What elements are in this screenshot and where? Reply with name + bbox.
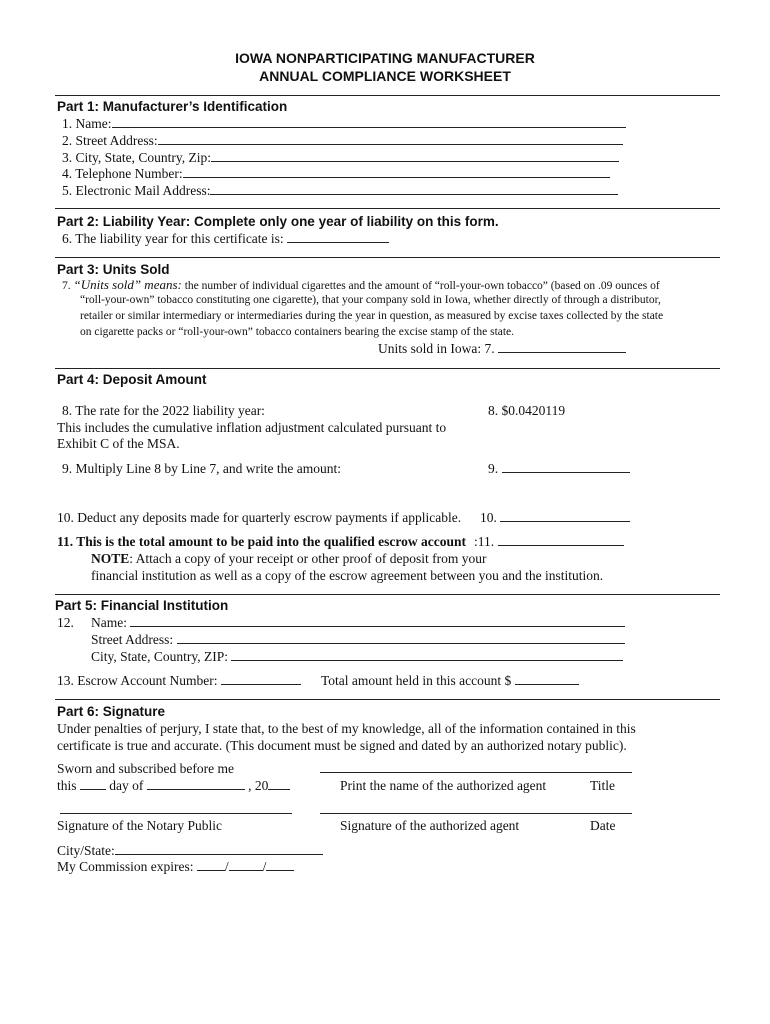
name-field-row xyxy=(62,115,626,132)
institution-name-row xyxy=(91,614,625,631)
line10-text: 10. Deduct any deposits made for quarterly escrow payments if applicable. xyxy=(57,510,462,525)
city-state-row xyxy=(57,842,323,859)
city-input-line[interactable] xyxy=(211,149,619,162)
line9-text: 9. Multiply Line 8 by Line 7, and write the amount: xyxy=(62,461,341,476)
note-text: : Attach a copy of your receipt or other proof of deposit from your xyxy=(129,551,487,566)
units-sold-row xyxy=(378,340,626,357)
section-divider xyxy=(55,208,720,209)
sworn-month-input-line[interactable] xyxy=(147,777,245,790)
city-field-row xyxy=(62,149,619,166)
part3-heading: Part 3: Units Sold xyxy=(57,262,170,277)
sworn-year-prefix: , 20 xyxy=(248,778,269,793)
commission-day-input-line[interactable] xyxy=(229,858,263,871)
note-line1 xyxy=(91,550,487,567)
perjury-line2: certificate is true and accurate. (This document must be signed and dated by an authorized notary public). xyxy=(57,738,627,753)
rate-value: 8. $0.0420119 xyxy=(488,403,566,418)
units-sold-definition-line3: retailer or similar intermediary or intermediaries during the year in question, as measured by excise taxes collected by the state xyxy=(80,310,664,322)
definition-text: the number of individual cigarettes and the amount of “roll-your-own tobacco” (based on .09 ounces of xyxy=(184,280,660,292)
escrow-account-input-line[interactable] xyxy=(221,672,301,685)
section-divider xyxy=(55,257,720,258)
commission-month-input-line[interactable] xyxy=(197,858,225,871)
note-label: NOTE xyxy=(91,551,130,566)
city-label: 3. City, State, Country, Zip: xyxy=(62,150,211,165)
line9-number: 9. xyxy=(488,461,499,476)
commission-year-input-line[interactable] xyxy=(266,858,294,871)
escrow-account-row xyxy=(57,672,301,689)
city-state-label: City/State: xyxy=(57,843,115,858)
telephone-label: 4. Telephone Number: xyxy=(62,166,183,181)
commission-label: My Commission expires: xyxy=(57,859,194,874)
city-state-input-line[interactable] xyxy=(115,842,323,855)
line9-amount-row xyxy=(488,460,630,477)
street-field-row xyxy=(62,132,623,149)
name-input-line[interactable] xyxy=(112,115,626,128)
liability-year-input-line[interactable] xyxy=(287,230,389,243)
agent-signature-label: Signature of the authorized agent xyxy=(340,818,520,833)
institution-street-input-line[interactable] xyxy=(177,631,625,644)
institution-city-row xyxy=(91,648,623,665)
commission-row: My Commission expires: / / xyxy=(57,858,294,875)
units-sold-definition-line1 xyxy=(62,277,660,295)
definition-number: 7. xyxy=(62,280,71,292)
line11-amount-row xyxy=(474,533,624,550)
institution-city-label: City, State, Country, ZIP: xyxy=(91,649,228,664)
units-sold-input-line[interactable] xyxy=(498,340,626,353)
section-divider xyxy=(55,699,720,700)
escrow-account-label: 13. Escrow Account Number: xyxy=(57,673,218,688)
institution-street-label: Street Address: xyxy=(91,632,174,647)
street-label: 2. Street Address: xyxy=(62,133,158,148)
part5-heading: Part 5: Financial Institution xyxy=(55,598,229,613)
total-held-row xyxy=(321,672,579,689)
institution-street-row xyxy=(91,631,625,648)
print-name-label: Print the name of the authorized agent xyxy=(340,778,547,793)
title-label: Title xyxy=(590,778,616,793)
notary-signature-label: Signature of the Notary Public xyxy=(57,818,222,833)
sworn-line2 xyxy=(57,777,290,794)
name-label: 1. Name: xyxy=(62,116,112,131)
line10-amount-row xyxy=(480,509,630,526)
sworn-day-of: day of xyxy=(109,778,144,793)
form-title-line2: ANNUAL COMPLIANCE WORKSHEET xyxy=(259,68,511,84)
rate-line: 8. The rate for the 2022 liability year: xyxy=(62,403,265,418)
institution-name-input-line[interactable] xyxy=(130,614,625,627)
section-divider xyxy=(55,368,720,369)
sworn-year-input-line[interactable] xyxy=(268,777,290,790)
telephone-field-row xyxy=(62,165,610,182)
part4-heading: Part 4: Deposit Amount xyxy=(57,372,207,387)
definition-term: “Units sold” means: xyxy=(73,277,182,292)
units-sold-definition-line4: on cigarette packs or “roll-your-own” tobacco containers bearing the excise stamp of the state. xyxy=(80,326,515,338)
institution-name-label: Name: xyxy=(91,615,127,630)
total-held-label: Total amount held in this account $ xyxy=(321,673,512,688)
line10-number: 10. xyxy=(480,510,497,525)
liability-year-row xyxy=(62,230,389,247)
agent-name-signature-line[interactable] xyxy=(320,772,632,773)
note-line2: financial institution as well as a copy of the escrow agreement between you and the institution. xyxy=(91,568,604,583)
section-divider xyxy=(55,95,720,96)
line10-input-line[interactable] xyxy=(500,509,630,522)
perjury-line1: Under penalties of perjury, I state that, to the best of my knowledge, all of the information contained in this xyxy=(57,721,636,736)
notary-signature-line[interactable] xyxy=(60,813,292,814)
sworn-this: this xyxy=(57,778,77,793)
institution-city-input-line[interactable] xyxy=(231,648,623,661)
date-label: Date xyxy=(590,818,616,833)
liability-year-label: 6. The liability year for this certificate is: xyxy=(62,231,284,246)
sworn-line1: Sworn and subscribed before me xyxy=(57,761,234,776)
email-field-row xyxy=(62,182,618,199)
units-sold-label: Units sold in Iowa: 7. xyxy=(378,341,495,356)
email-label: 5. Electronic Mail Address: xyxy=(62,183,211,198)
agent-signature-line[interactable] xyxy=(320,813,632,814)
line11-input-line[interactable] xyxy=(498,533,624,546)
street-input-line[interactable] xyxy=(158,132,623,145)
line11-number: :11. xyxy=(474,534,495,549)
line9-input-line[interactable] xyxy=(502,460,630,473)
telephone-input-line[interactable] xyxy=(183,165,610,178)
total-held-input-line[interactable] xyxy=(515,672,579,685)
form-title-line1: IOWA NONPARTICIPATING MANUFACTURER xyxy=(235,50,535,66)
part2-heading: Part 2: Liability Year: Complete only one year of liability on this form. xyxy=(57,214,499,229)
email-input-line[interactable] xyxy=(210,182,618,195)
institution-number: 12. xyxy=(57,615,74,630)
part6-heading: Part 6: Signature xyxy=(57,704,166,719)
units-sold-definition-line2: “roll-your-own” tobacco constituting one cigarette), that your company sold in Iowa, whether directly of through a distributor, xyxy=(80,294,661,306)
sworn-day-input-line[interactable] xyxy=(80,777,106,790)
rate-note-line2: Exhibit C of the MSA. xyxy=(57,436,180,451)
line11-text: 11. This is the total amount to be paid into the qualified escrow account xyxy=(57,534,467,549)
section-divider xyxy=(55,594,720,595)
rate-note-line1: This includes the cumulative inflation adjustment calculated pursuant to xyxy=(57,420,447,435)
part1-heading: Part 1: Manufacturer’s Identification xyxy=(57,99,288,114)
